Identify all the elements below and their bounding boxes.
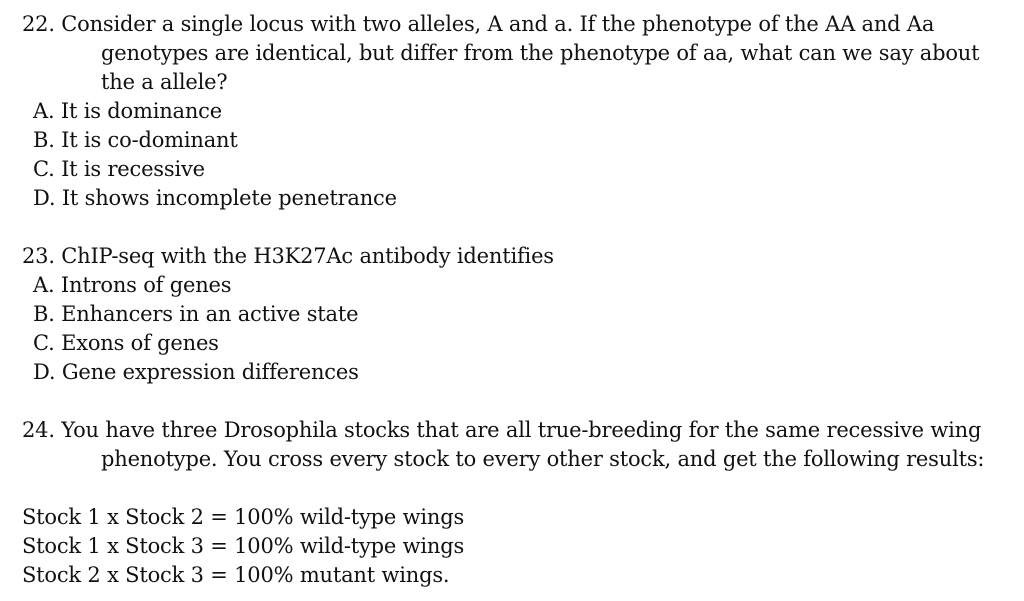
question-22-option-c: C. It is recessive [33,157,205,181]
question-22-option-b: B. It is co-dominant [33,128,238,152]
spacer [22,213,1012,242]
question-23-option-c: C. Exons of genes [33,331,219,355]
question-22-option-a: A. It is dominance [33,99,222,123]
spacer [22,474,1012,503]
question-22-stem-line-2: genotypes are identical, but differ from the phenotype of aa, what can we say about [101,41,980,65]
question-23-option-a: A. Introns of genes [33,273,232,297]
question-23-option-d: D. Gene expression differences [33,360,359,384]
document-page [22,10,1012,590]
question-24 [22,416,1012,590]
question-24-result-1: Stock 1 x Stock 2 = 100% wild-type wings [22,505,465,529]
question-22-option-d: D. It shows incomplete penetrance [33,186,397,210]
question-22 [22,10,1012,213]
question-23-stem-line-1: 23. ChIP-seq with the H3K27Ac antibody identifies [22,244,554,268]
question-24-stem-line-1: 24. You have three Drosophila stocks that are all true-breeding for the same recessive wing [22,418,982,442]
question-24-result-2: Stock 1 x Stock 3 = 100% wild-type wings [22,534,465,558]
question-22-stem-line-1: 22. Consider a single locus with two alleles, A and a. If the phenotype of the AA and Aa [22,12,935,36]
question-24-stem-line-2: phenotype. You cross every stock to every other stock, and get the following results: [101,447,985,471]
question-23-option-b: B. Enhancers in an active state [33,302,359,326]
spacer [22,387,1012,416]
question-24-result-3: Stock 2 x Stock 3 = 100% mutant wings. [22,563,450,587]
question-22-stem-line-3: the a allele? [101,70,228,94]
question-23 [22,242,1012,387]
